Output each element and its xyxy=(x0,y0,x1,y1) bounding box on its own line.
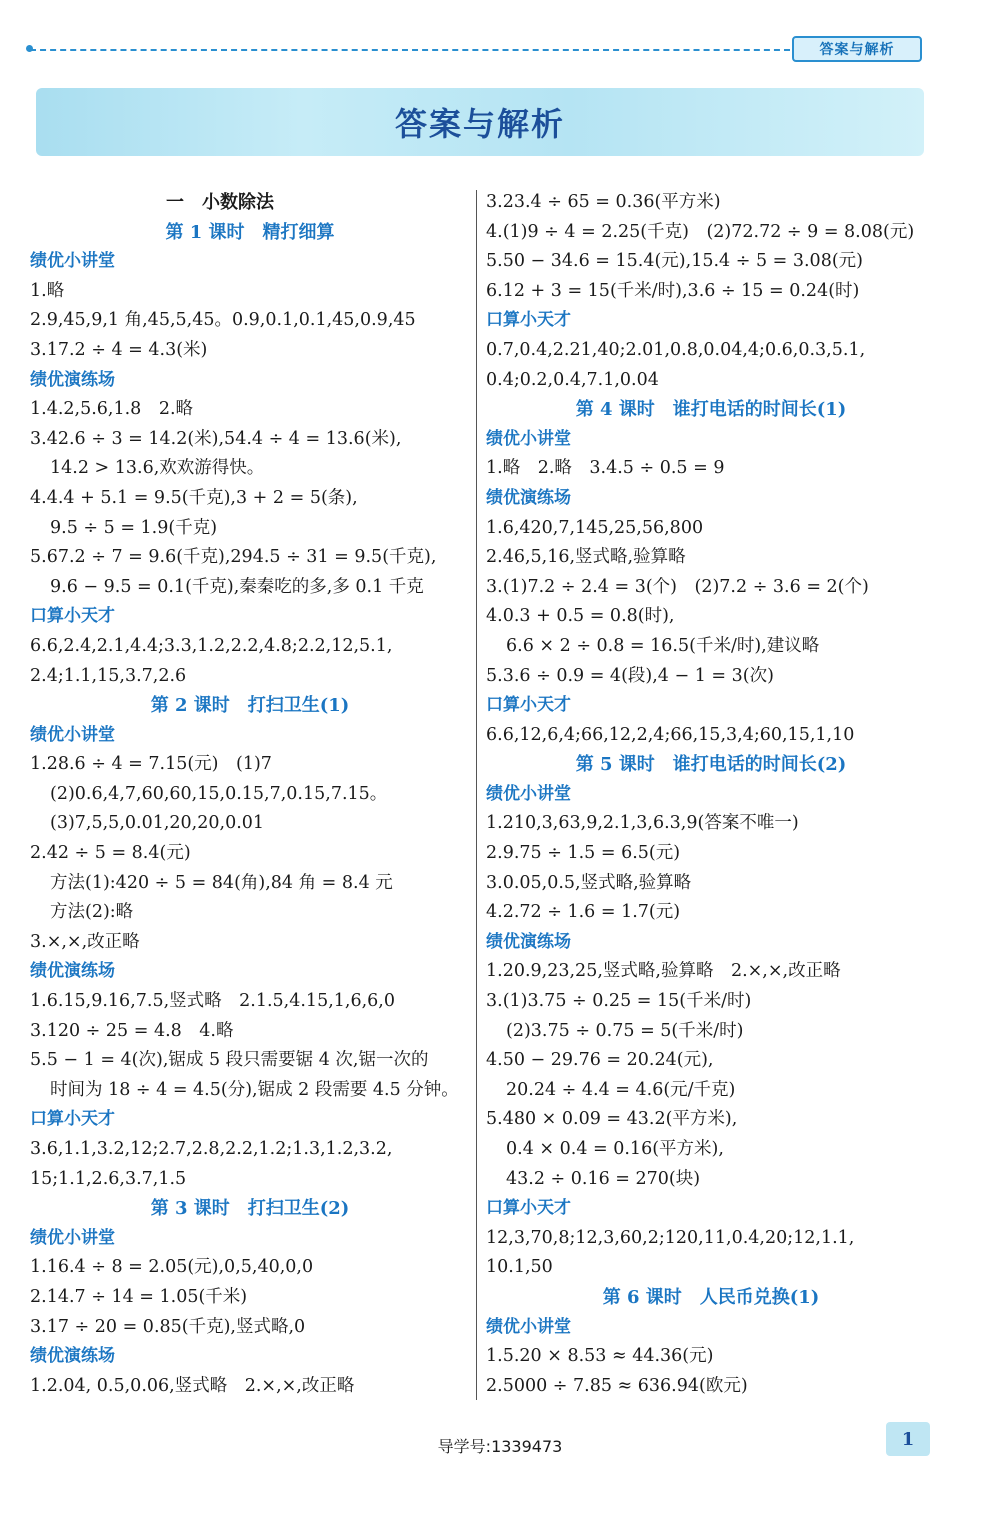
answer-line: 3.×,×,改正略 xyxy=(30,931,140,952)
answer-line: 3.(1)7.2 ÷ 2.4 = 3(个) (2)7.2 ÷ 3.6 = 2(个) xyxy=(486,576,869,597)
title-banner xyxy=(36,88,924,156)
answer-line: 4.50 − 29.76 = 20.24(元), xyxy=(486,1050,714,1071)
answer-line: 3.0.05,0.5,竖式略,验算略 xyxy=(486,872,692,893)
lesson-heading: 第 6 课时 人民币兑换(1) xyxy=(602,1286,820,1308)
answer-line: 3.42.6 ÷ 3 = 14.2(米),54.4 ÷ 4 = 13.6(米), xyxy=(30,428,402,449)
section-heading: 绩优演练场 xyxy=(30,1346,115,1367)
answer-line: 12,3,70,8;12,3,60,2;120,11,0.4,20;12,1.1, xyxy=(486,1227,855,1248)
answer-line: 1.略 xyxy=(30,280,65,301)
answer-line: 4.0.3 + 0.5 = 0.8(时), xyxy=(486,606,675,627)
section-heading: 绩优演练场 xyxy=(486,931,571,952)
answer-line: 3.120 ÷ 25 = 4.8 4.略 xyxy=(30,1020,234,1041)
answer-line: 5.50 − 34.6 = 15.4(元),15.4 ÷ 5 = 3.08(元) xyxy=(486,251,863,272)
answer-line: 1.5.20 × 8.53 ≈ 44.36(元) xyxy=(486,1346,714,1367)
answer-line: 5.3.6 ÷ 0.9 = 4(段),4 − 1 = 3(次) xyxy=(486,665,774,686)
answer-line-continued: 9.5 ÷ 5 = 1.9(千克) xyxy=(50,517,218,538)
answer-line: 4.4.4 + 5.1 = 9.5(千克),3 + 2 = 5(条), xyxy=(30,487,358,508)
answer-line: 2.14.7 ÷ 14 = 1.05(千米) xyxy=(30,1286,248,1307)
right-column xyxy=(486,188,936,1401)
answer-line-continued: 6.6 × 2 ÷ 0.8 = 16.5(千米/时),建议略 xyxy=(506,635,820,656)
section-heading: 口算小天才 xyxy=(30,1109,115,1130)
answer-line: 1.20.9,23,25,竖式略,验算略 2.×,×,改正略 xyxy=(486,961,841,982)
answer-line-continued: 43.2 ÷ 0.16 = 270(块) xyxy=(506,1168,701,1189)
chapter-heading: 一 小数除法 xyxy=(166,192,274,213)
answer-line: 6.12 + 3 = 15(千米/时),3.6 ÷ 15 = 0.24(时) xyxy=(486,280,860,301)
answer-line: 4.(1)9 ÷ 4 = 2.25(千克) (2)72.72 ÷ 9 = 8.08(元) xyxy=(486,221,915,242)
answer-line-continued: (2)0.6,4,7,60,60,15,0.15,7,0.15,7.15。 xyxy=(50,783,388,804)
header-dashed-rule xyxy=(30,49,790,51)
section-heading: 口算小天才 xyxy=(30,606,115,627)
section-heading: 绩优演练场 xyxy=(30,369,115,390)
section-heading: 绩优小讲堂 xyxy=(486,783,571,804)
column-divider xyxy=(476,190,477,1400)
section-heading: 绩优小讲堂 xyxy=(30,724,115,745)
answer-line: 5.5 − 1 = 4(次),锯成 5 段只需要锯 4 次,锯一次的 xyxy=(30,1050,429,1071)
answer-line: 6.6,2.4,2.1,4.4;3.3,1.2,2.2,4.8;2.2,12,5.1, xyxy=(30,635,393,656)
answer-line: 1.略 2.略 3.4.5 ÷ 0.5 = 9 xyxy=(486,458,725,479)
answer-line: 3.17.2 ÷ 4 = 4.3(米) xyxy=(30,339,208,360)
answer-line: 3.6,1.1,3.2,12;2.7,2.8,2.2,1.2;1.3,1.2,3.2, xyxy=(30,1139,393,1159)
answer-line: 1.2.04, 0.5,0.06,竖式略 2.×,×,改正略 xyxy=(30,1375,355,1396)
answer-line: 1.16.4 ÷ 8 = 2.05(元),0,5,40,0,0 xyxy=(30,1257,314,1278)
answer-line: 0.4;0.2,0.4,7.1,0.04 xyxy=(486,369,659,390)
answer-line: 1.210,3,63,9,2.1,3,6.3,9(答案不唯一) xyxy=(486,813,799,834)
answer-line-continued: 14.2 > 13.6,欢欢游得快。 xyxy=(50,458,265,479)
answer-line: 2.9.75 ÷ 1.5 = 6.5(元) xyxy=(486,843,681,864)
answer-line: 3.23.4 ÷ 65 = 0.36(平方米) xyxy=(486,192,721,212)
lesson-heading: 第 3 课时 打扫卫生(2) xyxy=(150,1198,350,1220)
page-title: 答案与解析 xyxy=(394,105,565,143)
answer-line: 2.46,5,16,竖式略,验算略 xyxy=(486,547,686,568)
section-heading: 绩优小讲堂 xyxy=(486,1316,571,1337)
section-heading: 绩优演练场 xyxy=(30,961,115,982)
answer-line: 5.480 × 0.09 = 43.2(平方米), xyxy=(486,1109,738,1130)
left-column xyxy=(30,188,470,1401)
answer-line: 1.28.6 ÷ 4 = 7.15(元) (1)7 xyxy=(30,754,272,775)
answer-line-continued: 0.4 × 0.4 = 0.16(平方米), xyxy=(506,1139,724,1159)
lesson-heading: 第 2 课时 打扫卫生(1) xyxy=(150,695,350,717)
answer-line: 15;1.1,2.6,3.7,1.5 xyxy=(30,1168,187,1189)
section-heading: 绩优小讲堂 xyxy=(30,251,115,272)
answer-line-continued: 方法(1):420 ÷ 5 = 84(角),84 角 = 8.4 元 xyxy=(50,872,393,893)
answer-line: 3.17 ÷ 20 = 0.85(千克),竖式略,0 xyxy=(30,1316,306,1337)
answer-line: 4.2.72 ÷ 1.6 = 1.7(元) xyxy=(486,902,681,923)
answer-line-continued: (3)7,5,5,0.01,20,20,0.01 xyxy=(50,813,265,834)
section-heading: 绩优小讲堂 xyxy=(30,1227,115,1248)
section-heading: 口算小天才 xyxy=(486,1198,571,1219)
answer-line-continued: (2)3.75 ÷ 0.75 = 5(千米/时) xyxy=(506,1020,744,1041)
section-heading: 绩优小讲堂 xyxy=(486,428,571,449)
lesson-heading: 第 1 课时 精打细算 xyxy=(165,221,335,243)
answer-line: 1.4.2,5.6,1.8 2.略 xyxy=(30,399,194,420)
answer-line-continued: 20.24 ÷ 4.4 = 4.6(元/千克) xyxy=(506,1079,736,1100)
lesson-heading: 第 5 课时 谁打电话的时间长(2) xyxy=(575,754,847,776)
header-tag: 答案与解析 xyxy=(792,36,922,62)
section-heading: 口算小天才 xyxy=(486,695,571,716)
answer-line: 0.7,0.4,2.21,40;2.01,0.8,0.04,4;0.6,0.3,5.1, xyxy=(486,339,866,360)
answer-line-continued: 方法(2):略 xyxy=(50,902,134,923)
answer-line-continued: 时间为 18 ÷ 4 = 4.5(分),锯成 2 段需要 4.5 分钟。 xyxy=(50,1079,459,1100)
answer-line: 2.5000 ÷ 7.85 ≈ 636.94(欧元) xyxy=(486,1375,748,1396)
section-heading: 绩优演练场 xyxy=(486,487,571,508)
guide-number: 导学号:1339473 xyxy=(437,1437,563,1456)
page-number: 1 xyxy=(886,1422,930,1456)
answer-line: 2.4;1.1,15,3.7,2.6 xyxy=(30,665,187,686)
answer-line: 5.67.2 ÷ 7 = 9.6(千克),294.5 ÷ 31 = 9.5(千克), xyxy=(30,547,437,568)
answer-line: 10.1,50 xyxy=(486,1257,553,1278)
answer-line: 1.6.15,9.16,7.5,竖式略 2.1.5,4.15,1,6,6,0 xyxy=(30,991,395,1012)
answer-line: 6.6,12,6,4;66,12,2,4;66,15,3,4;60,15,1,10 xyxy=(486,724,855,745)
lesson-heading: 第 4 课时 谁打电话的时间长(1) xyxy=(575,399,847,421)
answer-line-continued: 9.6 − 9.5 = 0.1(千克),秦秦吃的多,多 0.1 千克 xyxy=(50,576,424,597)
answer-line: 2.42 ÷ 5 = 8.4(元) xyxy=(30,843,191,864)
section-heading: 口算小天才 xyxy=(486,310,571,331)
answer-line: 1.6,420,7,145,25,56,800 xyxy=(486,517,704,538)
answer-line: 3.(1)3.75 ÷ 0.25 = 15(千米/时) xyxy=(486,991,752,1012)
answer-line: 2.9,45,9,1 角,45,5,45。0.9,0.1,0.1,45,0.9,45 xyxy=(30,310,416,331)
